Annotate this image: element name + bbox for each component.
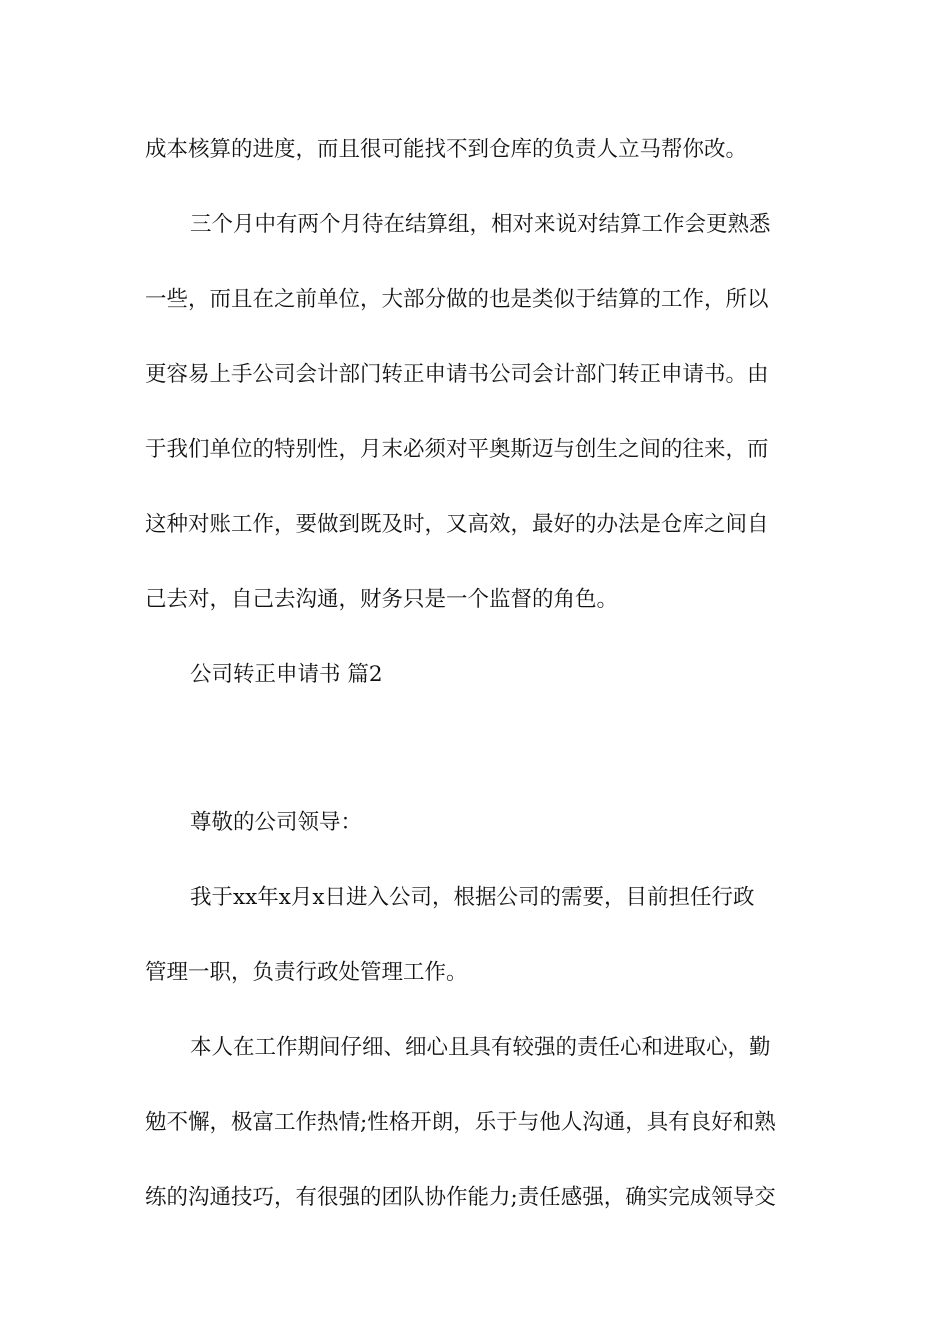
text-line: 成本核算的进度，而且很可能找不到仓库的负责人立马帮你改。 bbox=[145, 137, 748, 162]
text-line: 勉不懈，极富工作热情;性格开朗，乐于与他人沟通，具有良好和熟 bbox=[145, 1110, 776, 1135]
section-heading: 公司转正申请书 篇2 bbox=[190, 662, 383, 687]
text-line: 管理一职，负责行政处管理工作。 bbox=[145, 960, 468, 985]
text-line: 更容易上手公司会计部门转正申请书公司会计部门转正申请书。由 bbox=[145, 362, 769, 387]
text-line: 己去对，自己去沟通，财务只是一个监督的角色。 bbox=[145, 587, 619, 612]
text-line: 一些，而且在之前单位，大部分做的也是类似于结算的工作，所以 bbox=[145, 287, 769, 312]
text-line: 三个月中有两个月待在结算组，相对来说对结算工作会更熟悉 bbox=[190, 212, 771, 237]
salutation: 尊敬的公司领导： bbox=[190, 810, 363, 835]
text-line: 我于xx年x月x日进入公司，根据公司的需要，目前担任行政 bbox=[190, 885, 755, 910]
text-line: 本人在工作期间仔细、细心且具有较强的责任心和进取心，勤 bbox=[190, 1035, 771, 1060]
text-line: 于我们单位的特别性，月末必须对平奥斯迈与创生之间的往来，而 bbox=[145, 437, 769, 462]
text-line: 这种对账工作，要做到既及时，又高效，最好的办法是仓库之间自 bbox=[145, 512, 769, 537]
text-line: 练的沟通技巧，有很强的团队协作能力;责任感强，确实完成领导交 bbox=[145, 1185, 776, 1210]
